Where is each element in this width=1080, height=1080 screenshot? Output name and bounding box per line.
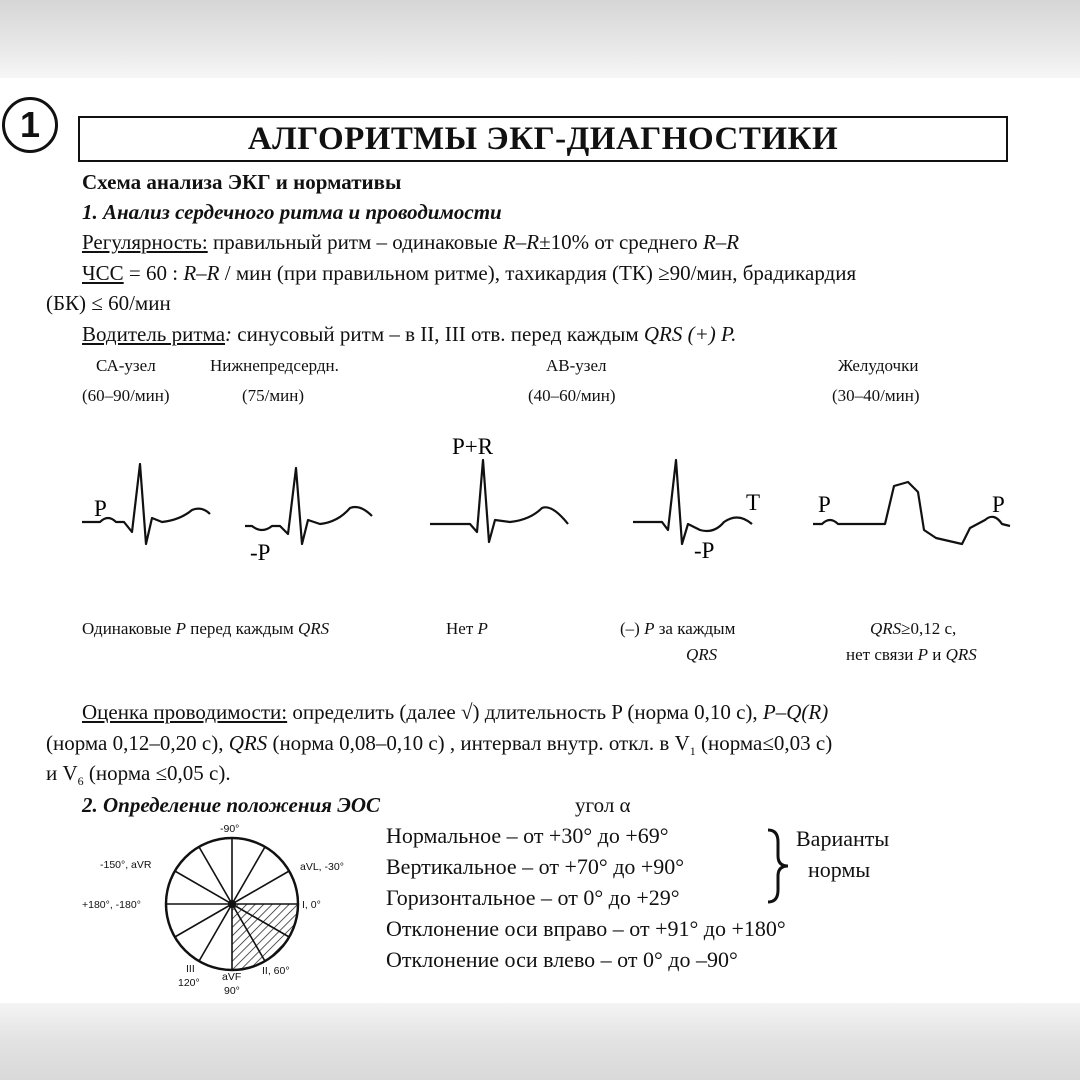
conduction-text: и V	[46, 761, 78, 785]
variants-label: Варианты	[796, 826, 890, 851]
caption-p: P	[917, 645, 928, 664]
page-title: АЛГОРИТМЫ ЭКГ-ДИАГНОСТИКИ	[247, 120, 839, 157]
regularity-rr: R–R	[502, 230, 540, 254]
pacer-text: синусовый ритм – в II, III отв. перед каждым	[232, 322, 644, 346]
pacer-qrs: QRS (+) P.	[643, 322, 737, 346]
caption-sinus	[82, 619, 329, 639]
check-icon: √	[460, 700, 473, 724]
wave-label-p: P	[818, 492, 831, 517]
page-number: 1	[19, 104, 41, 145]
conduction-text: ) длительность P (норма 0,10 с),	[472, 700, 763, 724]
wave-label-p: P	[992, 492, 1005, 517]
hr-label: ЧСС	[82, 261, 124, 285]
wave-label-p-plus-r: P+R	[452, 434, 494, 459]
axis-row: Горизонтальное – от 0° до +29°	[386, 885, 680, 910]
axis-row: Нормальное – от +30° до +69°	[386, 823, 669, 848]
axis-row: Отклонение оси влево – от 0° до –90°	[386, 947, 738, 972]
section1-heading: 1. Анализ сердечного ритма и проводимости	[82, 200, 502, 224]
heart-rate-line	[82, 261, 856, 286]
pacemaker-line	[82, 322, 736, 347]
caption-p: P	[644, 619, 655, 638]
hr-text: / мин (при правильном ритме), тахикардия (ТК) ≥90/мин, брадикардия	[219, 261, 857, 285]
caption-qrs: QRS	[297, 619, 330, 638]
ecg-av-reverse-trace	[633, 460, 752, 544]
conduction-text: (норма≤0,03 с)	[695, 731, 833, 755]
variants-label-2: нормы	[808, 857, 871, 882]
caption-p: P	[477, 619, 488, 638]
caption-text: перед каждым	[185, 619, 298, 638]
pacer-rate: (30–40/мин)	[832, 386, 920, 405]
caption-av-node	[446, 619, 488, 639]
wheel-label: II, 60°	[262, 965, 290, 977]
wheel-label: -90°	[220, 823, 240, 835]
caption-ventricular-2	[846, 645, 977, 665]
pacer-name: Нижнепредсердн.	[210, 356, 339, 375]
subtitle: Схема анализа ЭКГ и нормативы	[82, 170, 402, 194]
axis-row: Вертикальное – от +70° до +90°	[386, 854, 685, 879]
pacer-rate: (75/мин)	[242, 386, 304, 405]
conduction-text: определить (далее	[287, 700, 461, 724]
scan-bottom-border	[0, 1003, 1080, 1080]
pacer-label: Водитель ритма	[82, 322, 226, 346]
regularity-rr2: R–R	[702, 230, 740, 254]
wheel-label: +180°, -180°	[82, 899, 141, 911]
caption-text: ≥0,12 с,	[901, 619, 957, 638]
regularity-text: правильный ритм – одинаковые	[207, 230, 503, 254]
hr-rr: R–R	[183, 261, 220, 285]
regularity-label: Регулярность:	[82, 230, 208, 254]
caption-qrs: QRS	[686, 645, 718, 664]
conduction-line-3	[46, 761, 231, 789]
wheel-label: -150°, aVR	[100, 859, 152, 871]
ecg-ventricular-trace	[813, 482, 1010, 544]
subscript: 6	[77, 774, 84, 789]
caption-reverse-p	[620, 619, 735, 639]
regularity-tail: ±10% от среднего	[539, 230, 703, 254]
angle-label: угол α	[575, 793, 631, 817]
conduction-pq: P–Q(R)	[762, 700, 829, 724]
pacer-rate: (60–90/мин)	[82, 386, 170, 405]
pacer-name: Желудочки	[838, 356, 919, 375]
caption-p: P	[175, 619, 186, 638]
axis-row: Отклонение оси вправо – от +91° до +180°	[386, 916, 786, 941]
section2-heading: 2. Определение положения ЭОС	[82, 793, 381, 817]
page-number-badge	[2, 97, 58, 153]
regularity-line	[82, 230, 739, 255]
ecg-av-node-trace	[430, 460, 568, 542]
wheel-label: aVL, -30°	[300, 861, 344, 873]
conduction-text: (норма 0,08–0,10 с) , интервал внутр. откл. в V	[267, 731, 690, 755]
caption-ventricular	[870, 619, 956, 639]
pacer-name: АВ-узел	[546, 356, 607, 375]
ecg-atrial-trace	[245, 468, 372, 544]
curly-brace-icon	[762, 826, 792, 906]
wave-label-neg-p: -P	[694, 538, 715, 563]
title-box	[78, 116, 1008, 162]
caption-text: (–)	[620, 619, 645, 638]
pacer-rate: (40–60/мин)	[528, 386, 616, 405]
subscript: 1	[689, 744, 696, 759]
conduction-label: Оценка проводимости:	[82, 700, 288, 724]
scan-top-border	[0, 0, 1080, 78]
conduction-line-2	[46, 731, 832, 759]
caption-text: нет связи	[846, 645, 918, 664]
conduction-qrs: QRS	[228, 731, 268, 755]
heart-rate-line-2: (БК) ≤ 60/мин	[46, 291, 171, 315]
caption-qrs: QRS	[870, 619, 902, 638]
axis-wheel-diagram	[78, 818, 358, 1008]
wave-label-t: T	[746, 490, 761, 515]
wave-label-p: P	[94, 496, 107, 521]
conduction-line-1	[82, 700, 828, 725]
conduction-text: (норма ≤0,05 с).	[83, 761, 231, 785]
caption-qrs: QRS	[945, 645, 977, 664]
pacer-colon: :	[225, 322, 233, 346]
conduction-text: (норма 0,12–0,20 с),	[46, 731, 229, 755]
wheel-label: I, 0°	[302, 899, 321, 911]
caption-text: Нет	[446, 619, 478, 638]
ecg-waveforms	[0, 420, 1080, 600]
caption-text: Одинаковые	[82, 619, 176, 638]
wheel-label: 120°	[178, 977, 200, 989]
hr-eq: = 60 :	[123, 261, 184, 285]
caption-text: и	[927, 645, 946, 664]
wheel-label: III	[186, 963, 195, 975]
pacer-name: СА-узел	[96, 356, 156, 375]
wheel-label: aVF	[222, 971, 242, 983]
wave-label-neg-p: -P	[250, 540, 271, 565]
caption-text: за каждым	[654, 619, 736, 638]
wheel-label: 90°	[224, 985, 240, 997]
